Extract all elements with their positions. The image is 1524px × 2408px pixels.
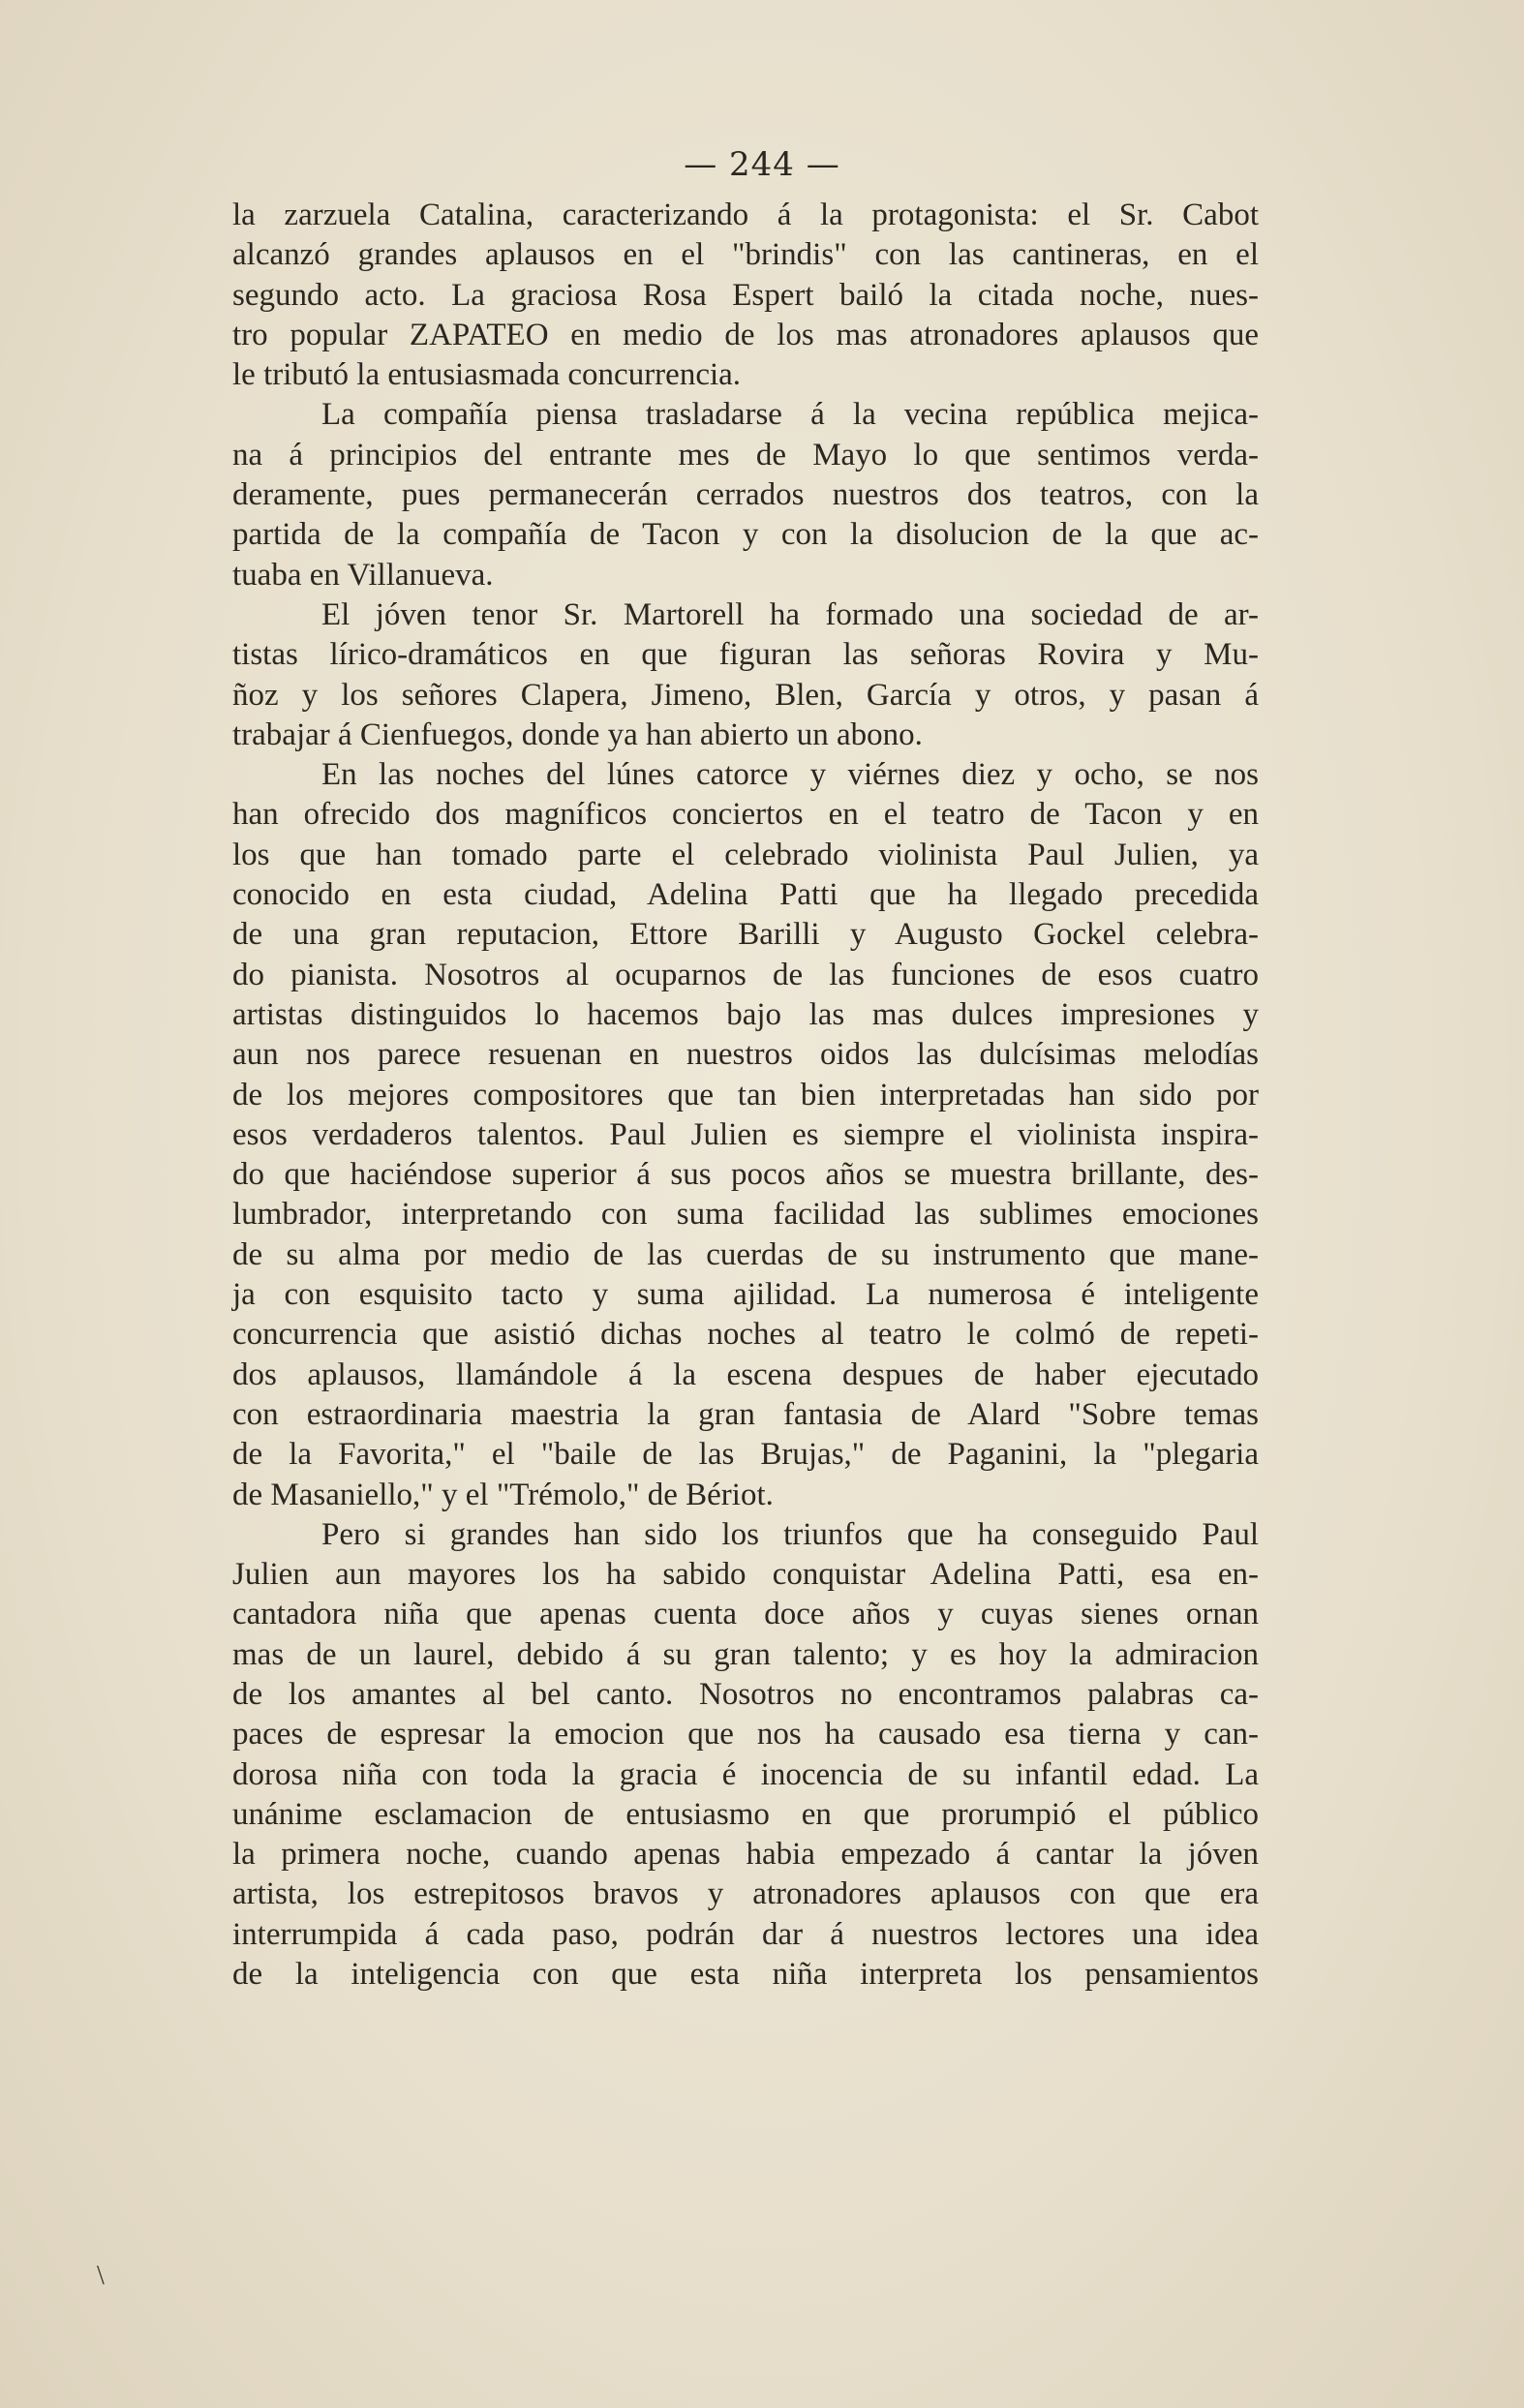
text-line: de la inteligencia con que esta niña interpreta los pensamientos	[232, 1957, 1259, 1993]
text-line: concurrencia que asistió dichas noches al teatro le colmó de repeti-	[232, 1317, 1259, 1353]
text-line: aun nos parece resuenan en nuestros oidos las dulcísimas melodías	[232, 1037, 1259, 1073]
text-line: alcanzó grandes aplausos en el "brindis" con las cantineras, en el	[232, 237, 1259, 273]
text-line: esos verdaderos talentos. Paul Julien es siempre el violinista inspira-	[232, 1116, 1259, 1152]
text-line: El jóven tenor Sr. Martorell ha formado una sociedad de ar-	[321, 596, 1259, 632]
text-line: cantadora niña que apenas cuenta doce años y cuyas sienes ornan	[232, 1597, 1259, 1632]
text-line: artistas distinguidos lo hacemos bajo las mas dulces impresiones y	[232, 996, 1259, 1032]
text-line: tistas lírico-dramáticos en que figuran las señoras Rovira y Mu-	[232, 637, 1259, 673]
text-line: de los amantes al bel canto. Nosotros no encontramos palabras ca-	[232, 1676, 1259, 1712]
text-line: de una gran reputacion, Ettore Barilli y Augusto Gockel celebra-	[232, 917, 1259, 953]
text-line: dos aplausos, llamándole á la escena despues de haber ejecutado	[232, 1356, 1259, 1392]
text-line: lumbrador, interpretando con suma facilidad las sublimes emociones	[232, 1197, 1259, 1233]
text-line: mas de un laurel, debido á su gran talento; y es hoy la admiracion	[232, 1636, 1259, 1672]
text-line: la primera noche, cuando apenas habia empezado á cantar la jóven	[232, 1837, 1259, 1873]
text-line: de su alma por medio de las cuerdas de su instrumento que mane-	[232, 1236, 1259, 1272]
text-line: tro popular ZAPATEO en medio de los mas atronadores aplausos que	[232, 317, 1259, 352]
text-line: deramente, pues permanecerán cerrados nuestros dos teatros, con la	[232, 477, 1259, 513]
text-line: En las noches del lúnes catorce y viérnes diez y ocho, se nos	[321, 757, 1259, 793]
text-line: trabajar á Cienfuegos, donde ya han abierto un abono.	[232, 716, 923, 752]
text-line: do que haciéndose superior á sus pocos años se muestra brillante, des-	[232, 1157, 1259, 1193]
text-line: la zarzuela Catalina, caracterizando á la protagonista: el Sr. Cabot	[232, 198, 1259, 232]
text-line: de los mejores compositores que tan bien interpretadas han sido por	[232, 1077, 1259, 1113]
text-line: tuaba en Villanueva.	[232, 557, 494, 593]
text-line: han ofrecido dos magníficos conciertos en el teatro de Tacon y en	[232, 797, 1259, 833]
text-line: los que han tomado parte el celebrado violinista Paul Julien, ya	[232, 837, 1259, 872]
text-line: de la Favorita," el "baile de las Brujas," de Paganini, la "plegaria	[232, 1437, 1259, 1473]
text-line: interrumpida á cada paso, podrán dar á nuestros lectores una idea	[232, 1916, 1259, 1952]
text-line: Pero si grandes han sido los triunfos que ha conseguido Paul	[321, 1516, 1259, 1552]
text-line: do pianista. Nosotros al ocuparnos de las funciones de esos cuatro	[232, 957, 1259, 992]
page-number: — 244 —	[684, 145, 840, 184]
text-line: de Masaniello," y el "Trémolo," de Bériot.	[232, 1477, 774, 1512]
text-line: ñoz y los señores Clapera, Jimeno, Blen, García y otros, y pasan á	[232, 677, 1259, 713]
margin-mark: \	[97, 2261, 105, 2291]
text-line: con estraordinaria maestria la gran fantasia de Alard "Sobre temas	[232, 1396, 1259, 1432]
text-line: paces de espresar la emocion que nos ha causado esa tierna y can-	[232, 1717, 1259, 1753]
text-line: unánime esclamacion de entusiasmo en que prorumpió el público	[232, 1796, 1259, 1832]
text-line: Julien aun mayores los ha sabido conquistar Adelina Patti, esa en-	[232, 1557, 1259, 1593]
text-line: ja con esquisito tacto y suma ajilidad. La numerosa é inteligente	[232, 1277, 1259, 1313]
body-text	[232, 196, 1259, 1995]
text-line: conocido en esta ciudad, Adelina Patti que ha llegado precedida	[232, 877, 1259, 913]
text-line: partida de la compañía de Tacon y con la disolucion de la que ac-	[232, 517, 1259, 553]
text-line: dorosa niña con toda la gracia é inocencia de su infantil edad. La	[232, 1756, 1259, 1792]
text-line: segundo acto. La graciosa Rosa Espert bailó la citada noche, nues-	[232, 277, 1259, 313]
text-line: artista, los estrepitosos bravos y atronadores aplausos con que era	[232, 1876, 1259, 1912]
text-line: na á principios del entrante mes de Mayo lo que sentimos verda-	[232, 437, 1259, 472]
text-line: La compañía piensa trasladarse á la vecina república mejica-	[321, 397, 1259, 433]
text-line: le tributó la entusiasmada concurrencia.	[232, 357, 742, 393]
